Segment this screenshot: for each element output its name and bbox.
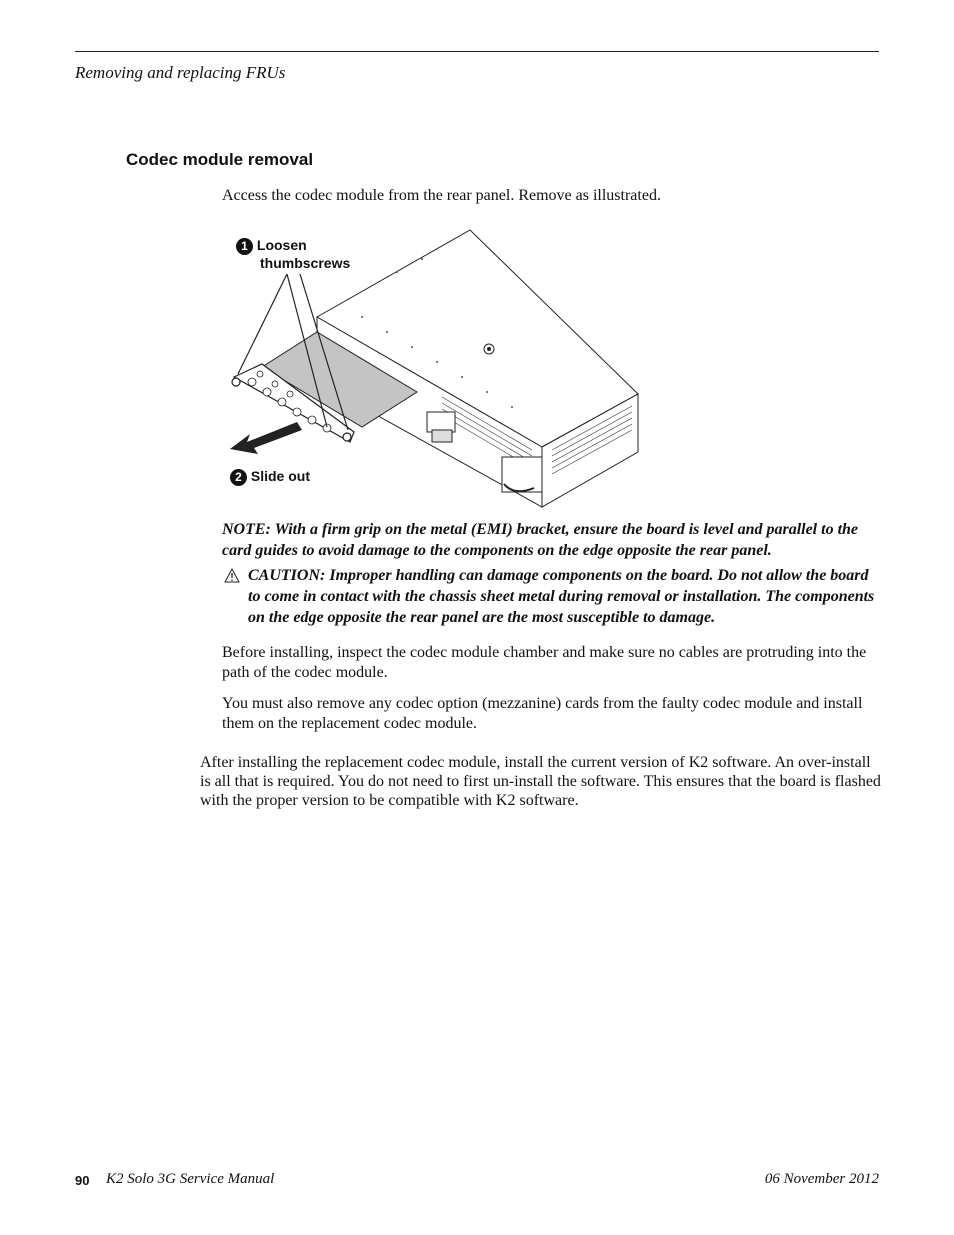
page-number: 90 [75,1173,90,1188]
section-heading: Codec module removal [126,150,314,169]
running-head: Removing and replacing FRUs [75,63,286,82]
callout-1-line1: Loosen [256,237,307,253]
callout-1-badge: 1 [236,238,253,255]
callout-1-line2: thumbscrews [260,255,351,271]
callout-2-label: Slide out [250,468,311,484]
manual-title: K2 Solo 3G Service Manual [106,1171,275,1187]
intro-paragraph: Access the codec module from the rear panel. Remove as illustrated. [222,187,661,204]
callout-slide-out [230,468,310,486]
note-text: NOTE: With a firm grip on the metal (EMI) bracket, ensure the board is level and parallel to the card guides to avoid damage to the components on the edge opposite the rear panel. [222,521,859,559]
paragraph-software: After installing the replacement codec module, install the current version of K2 software. An over-install is all that is required. You do not need to first un-install the software. This ensures that the board is flashed with the proper version to be compatible with K2 software. [200,754,881,809]
caution-icon [224,568,240,583]
header-rule [75,51,879,52]
paragraph-mezzanine: You must also remove any codec option (mezzanine) cards from the faulty codec module and install them on the replacement codec module. [222,695,863,732]
footer-date: 06 November 2012 [764,1171,879,1187]
caution-text: CAUTION: Improper handling can damage components on the board. Do not allow the board to come in contact with the chassis sheet metal during removal or installation. The components on the edge opposite the rear panel are the most susceptible to damage. [248,567,875,626]
callout-2-badge: 2 [230,469,247,486]
codec-module-figure [222,222,642,512]
callout-loosen [236,237,350,272]
paragraph-inspect: Before installing, inspect the codec module chamber and make sure no cables are protruding into the path of the codec module. [222,644,867,681]
